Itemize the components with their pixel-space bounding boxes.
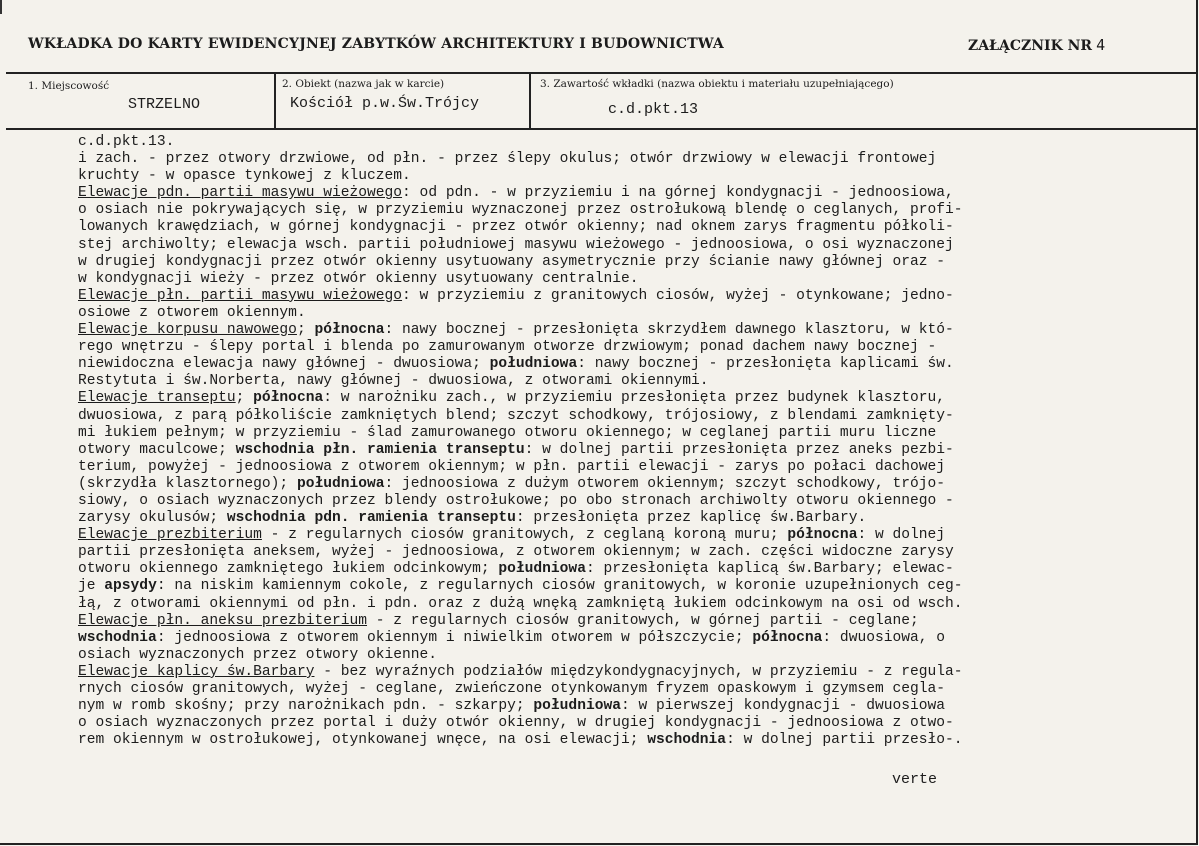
text-segment: : dwuosiowa, o (822, 629, 946, 646)
text-segment: łą, z otworami okiennymi od płn. i pdn. oraz z dużą wnęką zamkniętą łukiem odcinkowym na osi od wsch. (78, 595, 963, 612)
locality-value: STRZELNO (128, 96, 201, 113)
text-line (78, 202, 1128, 219)
text-segment: terium, powyżej - jednoosiowa z otworem okiennym; w płn. partii elewacji - zarys po połaci dachowej (78, 458, 946, 475)
text-segment: : w narożniku zach., w przyziemiu przesłonięta przez budynek klasztoru, (323, 390, 946, 407)
text-segment: : w dolnej partii przesłonięta przez aneks pezbi- (524, 441, 954, 458)
text-segment: : od pdn. - w przyziemiu i na górnej kondygnacji - jednoosiowa, (402, 185, 954, 202)
text-segment: w drugiej kondygnacji przez otwór okienny usytuowany asymetrycznie przy ścianie nawy głównej oraz - (78, 253, 946, 270)
text-line (78, 596, 1128, 613)
text-segment: : w pierwszej kondygnacji - dwuosiowa (620, 698, 946, 715)
text-segment: lowanych krawędziach, w górnej kondygnacji - przez otwór okienny; nad oknem zarys fragmentu półkoli- (78, 219, 954, 236)
text-line (78, 732, 1128, 749)
text-segment: i zach. - przez otwory drzwiowe, od płn. - przez ślepy okulus; otwór drzwiowy w elewacji frontowej (78, 151, 937, 168)
text-line (78, 544, 1128, 561)
text-segment: o osiach nie pokrywających się, w przyziemiu wyznaczonej przez ostrołukową blendę o ceglanych, profi- (78, 202, 963, 219)
text-line (78, 647, 1128, 664)
verte-note: verte (892, 771, 938, 788)
text-segment: rego wnętrzu - ślepy portal i blenda po zamurowanym otworze drzwiowym; ponad dachem nawy bocznej - (78, 339, 937, 356)
bold-term: północna (314, 322, 385, 339)
text-segment: mi łukiem pełnym; w przyziemiu - ślad zamurowanego otworu okiennego; w ceglanej partii muru liczne (78, 424, 937, 441)
text-segment: niewidoczna elewacja nawy głównej - dwuosiowa; (78, 356, 490, 373)
bold-term: południowa (489, 356, 578, 373)
text-segment: dwuosiowa, z parą półkoliście zamkniętych blend; szczyt schodkowy, trójosiowy, z blendami zamknięty- (78, 407, 954, 424)
text-line (78, 168, 1128, 185)
page-corner-mark (0, 0, 10, 14)
text-segment: : na niskim kamiennym cokole, z regularnych ciosów granitowych, w koronie uzupełnionych ceg- (156, 578, 963, 595)
bold-term: południowa (296, 475, 385, 492)
section-heading: Elewacje prezbiterium (78, 527, 262, 544)
annex-label-text: ZAŁĄCZNIK NR (968, 38, 1093, 54)
text-line (78, 237, 1128, 254)
text-line (78, 698, 1128, 715)
object-label: 2. Obiekt (nazwa jak w karcie) (282, 78, 445, 90)
text-segment: : nawy bocznej - przesłonięta skrzydłem dawnego klasztoru, w któ- (384, 322, 954, 339)
section-heading: Elewacje płn. partii masywu wieżowego (78, 287, 403, 304)
text-line (78, 442, 1128, 459)
text-segment: otworu okiennego zamkniętego łukiem odcinkowym; (78, 561, 499, 578)
text-segment: ; (296, 322, 315, 339)
bold-term: wschodnia (647, 732, 727, 749)
text-segment: : jednoosiowa z dużym otworem okiennym; szczyt schodkowy, trójo- (384, 475, 946, 492)
text-line (78, 322, 1128, 339)
text-line (78, 134, 1128, 151)
field-divider-1 (274, 72, 276, 128)
text-line (78, 578, 1128, 595)
text-segment: je (78, 578, 105, 595)
text-line (78, 390, 1128, 407)
text-line (78, 339, 1128, 356)
text-line (78, 630, 1128, 647)
text-segment: : w dolnej partii przesło-. (726, 732, 963, 749)
text-line (78, 476, 1128, 493)
description-body (78, 134, 1128, 749)
text-segment: c.d.pkt.13. (78, 134, 175, 150)
text-line (78, 373, 1128, 390)
text-line (78, 613, 1128, 630)
annex-label (968, 36, 1105, 54)
bold-term: południowa (498, 561, 586, 578)
bold-term: północna (787, 527, 858, 544)
text-segment: otwory maculcowe; (78, 441, 236, 458)
text-segment: : nawy bocznej - przesłonięta kaplicami św. (577, 356, 954, 373)
text-segment: : w dolnej (857, 527, 946, 544)
text-segment: o osiach wyznaczonych przez portal i duży otwór okienny, w drugiej kondygnacji - jednoosiowa z otwo- (78, 715, 954, 732)
text-line (78, 408, 1128, 425)
content-label: 3. Zawartość wkładki (nazwa obiektu i materiału uzupełniającego) (540, 78, 894, 90)
header-rule-top (6, 72, 1196, 74)
text-line (78, 459, 1128, 476)
text-segment: partii przesłonięta aneksem, wyżej - jednoosiowa, z otworem okiennym; w zach. części widoczne zarysy (78, 544, 954, 561)
text-line (78, 151, 1128, 168)
text-segment: - z regularnych ciosów granitowych, w górnej partii - ceglane; (367, 612, 919, 629)
text-segment: (skrzydła klasztornego); (78, 475, 297, 492)
text-segment: ; (235, 390, 254, 407)
form-title: WKŁADKA DO KARTY EWIDENCYJNEJ ZABYTKÓW ARCHITEKTURY I BUDOWNICTWA (28, 36, 724, 52)
text-line (78, 356, 1128, 373)
text-segment: : przesłonięta przez kaplicę św.Barbary. (515, 510, 867, 527)
text-segment: : przesłonięta kaplicą św.Barbary; elewac- (585, 561, 954, 578)
bold-term: wschodnia płn. ramienia transeptu (235, 441, 525, 458)
text-line (78, 664, 1128, 681)
bold-term: wschodnia (78, 629, 157, 646)
text-line (78, 510, 1128, 527)
text-segment: siowy, o osiach wyznaczonych przez blendy ostrołukowe; po obo stronach archiwolty otworu okiennego - (78, 492, 954, 509)
text-line (78, 493, 1128, 510)
bold-term: południowa (533, 698, 621, 715)
text-line (78, 715, 1128, 732)
bold-term: apsydy (104, 578, 157, 595)
text-segment: rem okiennym w ostrołukowej, otynkowanej wnęce, na osi elewacji; (78, 732, 648, 749)
text-segment: osiowe z otworem okiennym. (78, 304, 306, 321)
text-segment: - z regularnych ciosów granitowych, z ceglaną koroną muru; (261, 527, 788, 544)
section-heading: Elewacje płn. aneksu prezbiterium (78, 612, 368, 629)
text-line (78, 425, 1128, 442)
section-heading: Elewacje korpusu nawowego (78, 322, 297, 339)
text-segment: : w przyziemiu z granitowych ciosów, wyżej - otynkowane; jedno- (402, 287, 954, 304)
field-divider-2 (529, 72, 531, 128)
header-rule-bottom (6, 128, 1196, 130)
bold-term: północna (752, 629, 823, 646)
text-line (78, 561, 1128, 578)
bold-term: wschodnia pdn. ramienia transeptu (226, 510, 516, 527)
text-segment: : jednoosiowa z otworem okiennym i niwielkim otworem w półszczycie; (156, 629, 753, 646)
object-value: Kościół p.w.Św.Trójcy (290, 95, 480, 112)
annex-number: 4 (1096, 36, 1106, 54)
text-segment: Restytuta i św.Norberta, nawy głównej - dwuosiowa, z otworami okiennymi. (78, 373, 709, 390)
text-segment: - bez wyraźnych podziałów międzykondygnacyjnych, w przyziemiu - z regula- (314, 663, 963, 680)
bold-term: północna (253, 390, 324, 407)
text-line (78, 288, 1128, 305)
text-segment: nym w romb skośny; przy narożnikach pdn. - szkarpy; (78, 698, 534, 715)
text-line (78, 305, 1128, 322)
text-segment: osiach wyznaczonych przez otwory okienne. (78, 646, 438, 663)
text-segment: w kondygnacji wieży - przez otwór okienny usytuowany centralnie. (78, 270, 639, 287)
text-line (78, 527, 1128, 544)
text-segment: rnych ciosów granitowych, wyżej - ceglane, zwieńczone otynkowanym fryzem opaskowym i gzymsem cegla- (78, 681, 946, 697)
text-line (78, 185, 1128, 202)
content-value: c.d.pkt.13 (608, 101, 699, 118)
text-line (78, 254, 1128, 271)
section-heading: Elewacje pdn. partii masywu wieżowego (78, 185, 403, 202)
text-segment: kruchty - w opasce tynkowej z kluczem. (78, 168, 411, 185)
text-line (78, 681, 1128, 698)
locality-label: 1. Miejscowość (28, 80, 110, 92)
text-line (78, 271, 1128, 288)
text-segment: zarysy okulusów; (78, 510, 227, 527)
text-line (78, 219, 1128, 236)
section-heading: Elewacje kaplicy św.Barbary (78, 663, 315, 680)
section-heading: Elewacje transeptu (78, 390, 236, 407)
text-segment: stej archiwolty; elewacja wsch. partii południowej masywu wieżowego - jednoosiowa, o osi wyznaczonej (78, 236, 954, 253)
